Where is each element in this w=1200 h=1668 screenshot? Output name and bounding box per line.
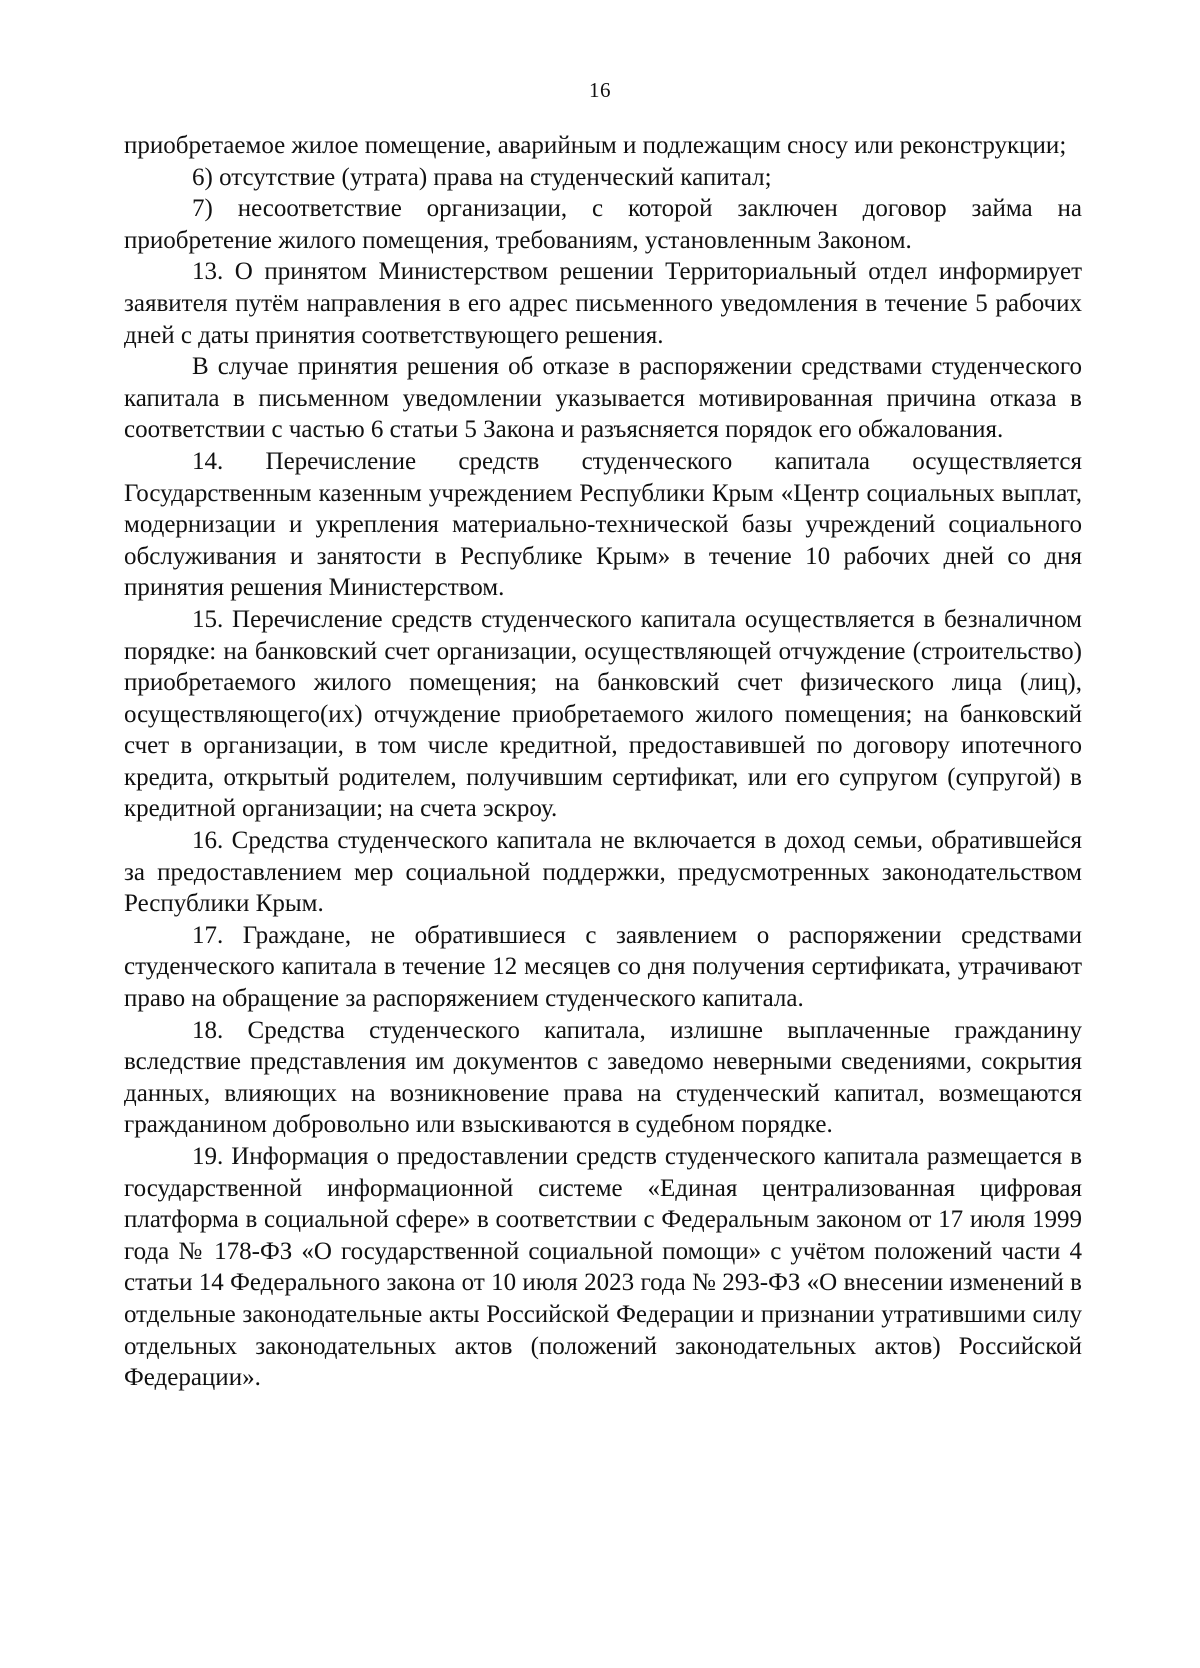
paragraph-clause-17: 17. Граждане, не обратившиеся с заявлением о распоряжении средствами студенческого капитала в течение 12 месяцев со дня получения сертификата, утрачивают право на обращение за распоряжением студенческого капитала. bbox=[124, 921, 1082, 1013]
paragraph-clause-16: 16. Средства студенческого капитала не включается в доход семьи, обратившейся за предоставлением мер социальной поддержки, предусмотренных законодательством Республики Крым. bbox=[124, 827, 1082, 918]
paragraph-clause-15: 15. Перечисление средств студенческого капитала осуществляется в безналичном порядке: на банковский счет организации, осуществляющей отчуждение (строительство) приобретаемого жилого помещения; на банковский счет физического лица (лиц), осуществляющего(их) отчуждение приобретаемого жилого помещения; на банковский счет в организации, в том числе кредитной, предоставившей по договору ипотечного кредита, открытый родителем, получившим сертификат, или его супругом (супругой) в кредитной организации; на счета эскроу. bbox=[124, 605, 1082, 823]
paragraph-item-7: 7) несоответствие организации, с которой заключен договор займа на приобретение жилого помещения, требованиям, установленным Законом. bbox=[124, 195, 1082, 254]
paragraph-clause-14: 14. Перечисление средств студенческого капитала осуществляется Государственным казенным учреждением Республики Крым «Центр социальных выплат, модернизации и укрепления материально-технической базы учреждений социального обслуживания и занятости в Республике Крым» в течение 10 рабочих дней со дня принятия решения Министерством. bbox=[124, 447, 1082, 602]
page-number: 16 bbox=[589, 78, 611, 102]
document-body bbox=[124, 130, 1082, 1394]
paragraph-clause-13: 13. О принятом Министерством решении Территориальный отдел информирует заявителя путём направления в его адрес письменного уведомления в течение 5 рабочих дней с даты принятия соответствующего решения. bbox=[124, 258, 1082, 349]
paragraph-clause-18: 18. Средства студенческого капитала, излишне выплаченные гражданину вследствие представления им документов с заведомо неверными сведениями, сокрытия данных, влияющих на возникновение права на студенческий капитал, возмещаются гражданином добровольно или взыскиваются в судебном порядке. bbox=[124, 1016, 1082, 1139]
paragraph-refusal-notice: В случае принятия решения об отказе в распоряжении средствами студенческого капитала в письменном уведомлении указывается мотивированная причина отказа в соответствии с частью 6 статьи 5 Закона и разъясняется порядок его обжалования. bbox=[124, 353, 1082, 444]
paragraph-continuation: приобретаемое жилое помещение, аварийным и подлежащим сносу или реконструкции; bbox=[124, 132, 1067, 159]
paragraph-clause-19: 19. Информация о предоставлении средств студенческого капитала размещается в государственной информационной системе «Единая централизованная цифровая платформа в социальной сфере» в соответствии с Федеральным законом от 17 июля 1999 года № 178-ФЗ «О государственной социальной помощи» с учётом положений части 4 статьи 14 Федерального закона от 10 июля 2023 года № 293-ФЗ «О внесении изменений в отдельные законодательные акты Российской Федерации и признании утратившими силу отдельных законодательных актов (положений законодательных актов) Российской Федерации». bbox=[124, 1143, 1082, 1392]
paragraph-item-6: 6) отсутствие (утрата) права на студенческий капитал; bbox=[192, 163, 772, 191]
